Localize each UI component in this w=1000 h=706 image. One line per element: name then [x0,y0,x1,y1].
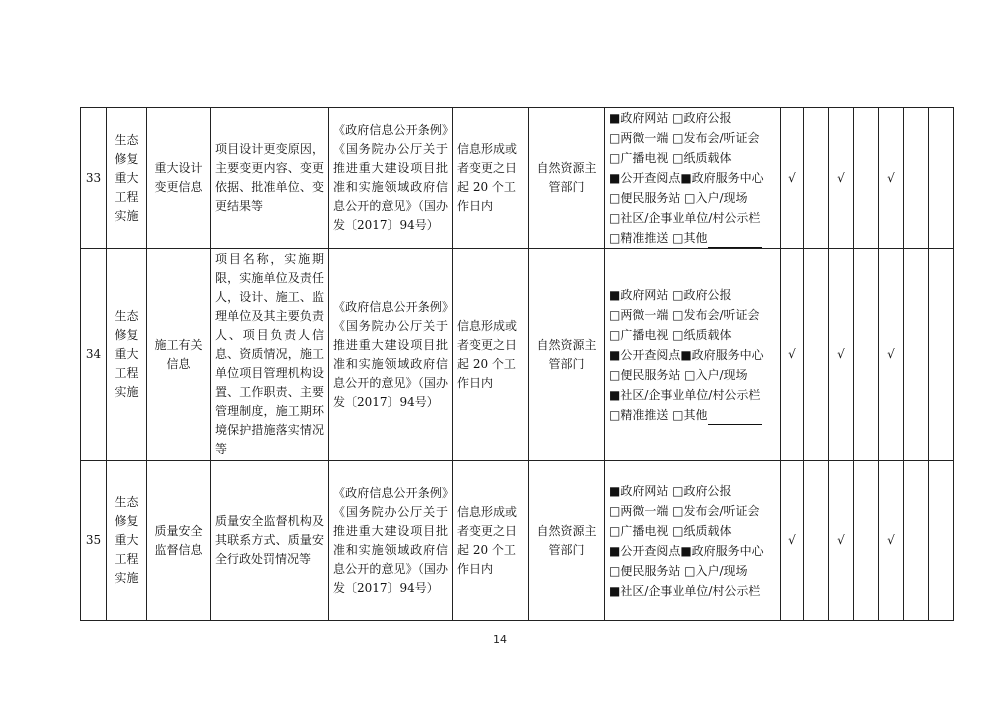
channel-option: □精准推送 □其他 [609,407,708,422]
content-cell: 项目设计更变原因，主要变更内容、变更依据、批准单位、变更结果等 [211,108,329,249]
channel-option: □广播电视 □纸质载体 [609,151,732,165]
channel-option: □广播电视 □纸质载体 [609,523,732,538]
channel-line [609,208,776,228]
table-row [81,249,954,461]
check-mark-a: √ [781,249,804,461]
empty-cell [929,249,954,461]
basis-cell: 《政府信息公开条例》《国务院办公厅关于推进重大建设项目批准和实施领域政府信息公开的意见》（国办发〔2017〕94号） [329,461,453,621]
empty-cell [854,461,879,621]
channel-line [609,345,776,365]
time-limit-cell: 信息形成或者变更之日起 20 个工作日内 [453,461,529,621]
check-mark-b: √ [829,108,854,249]
channel-option: ■政府网站 □政府公报 [609,483,732,498]
time-limit-cell: 信息形成或者变更之日起 20 个工作日内 [453,249,529,461]
empty-cell [904,461,929,621]
channel-option: ■政府网站 □政府公报 [609,111,732,125]
empty-cell [929,461,954,621]
channel-option: □便民服务站 □入户/现场 [609,563,748,578]
fill-in-blank [708,412,762,425]
channel-line [609,521,776,541]
channel-option: ■公开查阅点■政府服务中心 [609,347,764,362]
channel-option: □两微一端 □发布会/听证会 [609,503,760,518]
channel-line [609,128,776,148]
time-limit-cell: 信息形成或者变更之日起 20 个工作日内 [453,108,529,249]
channel-option: ■社区/企事业单位/村公示栏 [609,583,761,598]
channels-cell [605,108,781,249]
channel-option: □两微一端 □发布会/听证会 [609,131,760,145]
content-cell: 质量安全监督机构及其联系方式、质量安全行政处罚情况等 [211,461,329,621]
empty-cell [929,108,954,249]
check-mark-c: √ [879,108,904,249]
channel-option: ■社区/企事业单位/村公示栏 [609,387,761,402]
channel-line [609,405,776,425]
channel-line [609,168,776,188]
category-cell: 生态修复重大工程实施 [107,461,147,621]
channel-line [609,305,776,325]
channel-line [609,501,776,521]
department-cell: 自然资源主管部门 [529,108,605,249]
empty-cell [854,108,879,249]
page-number: 14 [493,633,507,646]
check-mark-b: √ [829,249,854,461]
channel-line [609,581,776,601]
check-mark-c: √ [879,249,904,461]
check-mark-a: √ [781,461,804,621]
empty-cell [904,108,929,249]
content-cell: 项目名称，实施期限，实施单位及责任人，设计、施工、监理单位及其主要负责人、项目负责人信息、资质情况，施工单位项目管理机构设置、工作职责、主要管理制度，施工期环境保护措施落实情况等 [211,249,329,461]
row-number-cell: 34 [81,249,107,461]
channel-option: □便民服务站 □入户/现场 [609,191,748,205]
item-name-cell: 重大设计变更信息 [147,108,211,249]
channel-line [609,365,776,385]
item-name-cell: 质量安全监督信息 [147,461,211,621]
channel-line [609,385,776,405]
channel-line [609,325,776,345]
channel-option: □社区/企事业单位/村公示栏 [609,211,761,225]
category-cell: 生态修复重大工程实施 [107,249,147,461]
table-row [81,461,954,621]
category-cell: 生态修复重大工程实施 [107,108,147,249]
table-row [81,108,954,249]
channel-option: ■政府网站 □政府公报 [609,287,732,302]
check-mark-c: √ [879,461,904,621]
basis-cell: 《政府信息公开条例》《国务院办公厅关于推进重大建设项目批准和实施领域政府信息公开的意见》（国办发〔2017〕94号） [329,108,453,249]
channel-line [609,285,776,305]
empty-cell [804,108,829,249]
channel-line [609,148,776,168]
channels-cell [605,461,781,621]
channel-line [609,561,776,581]
check-mark-a: √ [781,108,804,249]
channel-option: ■公开查阅点■政府服务中心 [609,543,764,558]
channel-line [609,188,776,208]
row-number-cell: 33 [81,108,107,249]
channel-line [609,228,776,248]
fill-in-blank [708,235,762,248]
channel-option: □广播电视 □纸质载体 [609,327,732,342]
empty-cell [904,249,929,461]
disclosure-table [80,107,954,621]
channel-line [609,541,776,561]
channel-option: □两微一端 □发布会/听证会 [609,307,760,322]
empty-cell [804,461,829,621]
channel-option: □便民服务站 □入户/现场 [609,367,748,382]
item-name-cell: 施工有关信息 [147,249,211,461]
department-cell: 自然资源主管部门 [529,461,605,621]
department-cell: 自然资源主管部门 [529,249,605,461]
channel-line [609,108,776,128]
check-mark-b: √ [829,461,854,621]
channel-option: ■公开查阅点■政府服务中心 [609,171,764,185]
channels-cell [605,249,781,461]
basis-cell: 《政府信息公开条例》《国务院办公厅关于推进重大建设项目批准和实施领域政府信息公开的意见》（国办发〔2017〕94号） [329,249,453,461]
empty-cell [854,249,879,461]
row-number-cell: 35 [81,461,107,621]
channel-option: □精准推送 □其他 [609,231,708,245]
channel-line [609,481,776,501]
empty-cell [804,249,829,461]
